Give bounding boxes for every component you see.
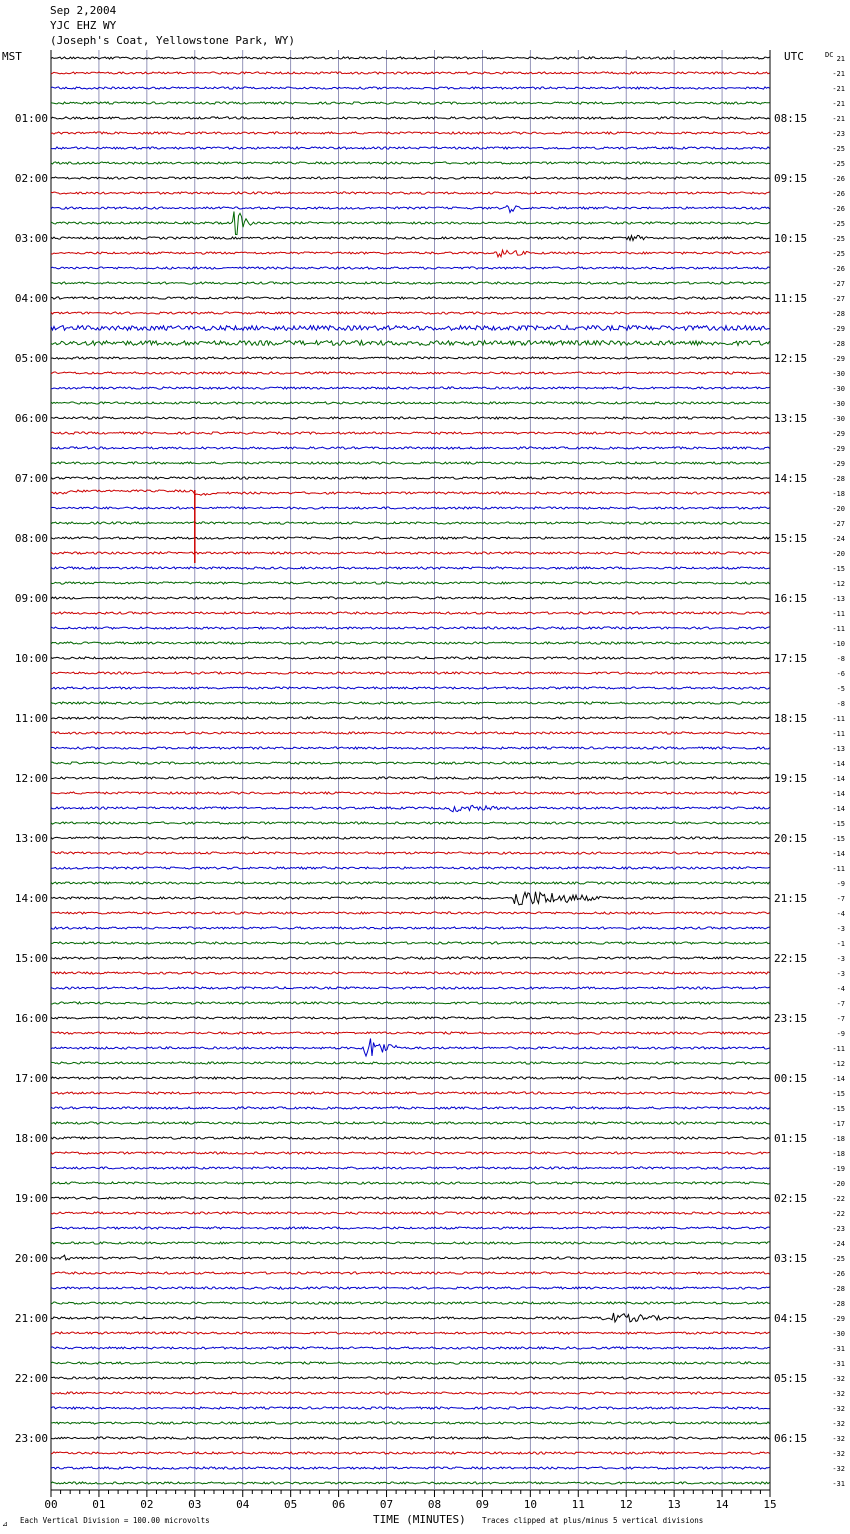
seismic-trace (51, 297, 770, 299)
right-hour-label: 11:15 (774, 292, 808, 305)
seismic-trace (51, 1107, 770, 1109)
right-hour-label: 08:15 (774, 112, 808, 125)
dc-offset-label: -31 (832, 1360, 845, 1368)
right-hour-label: 18:15 (774, 712, 808, 725)
chart-title-date: Sep 2,2004 (50, 4, 117, 17)
seismic-trace (51, 1377, 770, 1379)
x-axis-label: TIME (MINUTES) (373, 1513, 466, 1526)
seismic-trace (51, 132, 770, 134)
seismic-trace (51, 177, 770, 179)
right-hour-label: 02:15 (774, 1192, 808, 1205)
left-hour-label: 18:00 (14, 1132, 48, 1145)
seismic-trace (51, 805, 770, 811)
seismic-trace (51, 432, 770, 434)
dc-offset-label: -7 (836, 895, 845, 903)
dc-offset-label: -28 (832, 1285, 845, 1293)
left-hour-label: 12:00 (14, 772, 48, 785)
dc-offset-label: -30 (832, 370, 845, 378)
seismic-trace (51, 1482, 770, 1484)
seismic-trace (51, 972, 770, 974)
seismic-trace (51, 250, 770, 257)
dc-offset-label: -18 (832, 490, 845, 498)
seismic-trace (51, 192, 770, 194)
dc-offset-label: -32 (832, 1435, 845, 1443)
seismic-trace (51, 507, 770, 509)
dc-offset-label: -15 (832, 820, 845, 828)
left-hour-label: 21:00 (14, 1312, 48, 1325)
left-hour-label: 17:00 (14, 1072, 48, 1085)
dc-offset-label: -18 (832, 1135, 845, 1143)
dc-offset-label: -22 (832, 1195, 845, 1203)
seismic-trace (51, 1437, 770, 1439)
clip-note: Traces clipped at plus/minus 5 vertical divisions (482, 1516, 704, 1525)
left-hour-label: 04:00 (14, 292, 48, 305)
seismic-trace (51, 267, 770, 269)
seismic-trace (51, 892, 770, 905)
seismic-traces (51, 57, 770, 1484)
axis-labels (15, 55, 845, 1511)
dc-offset-label: -21 (832, 100, 845, 108)
left-hour-label: 01:00 (14, 112, 48, 125)
dc-offset-label: -11 (832, 1045, 845, 1053)
left-hour-label: 03:00 (14, 232, 48, 245)
dc-offset-label: -5 (836, 685, 845, 693)
dc-offset-label: -12 (832, 1060, 845, 1068)
seismic-trace (51, 1002, 770, 1004)
dc-offset-label: -15 (832, 835, 845, 843)
dc-offset-label: -29 (832, 325, 845, 333)
dc-offset-label: -4 (836, 910, 845, 918)
seismic-trace (51, 1255, 770, 1260)
dc-offset-label: -30 (832, 415, 845, 423)
left-hour-label: 23:00 (14, 1432, 48, 1445)
x-tick-label: 06 (331, 1498, 346, 1511)
left-hour-label: 14:00 (14, 892, 48, 905)
dc-offset-label: -14 (832, 760, 845, 768)
seismic-trace (51, 1422, 770, 1424)
dc-offset-label: -14 (832, 1075, 845, 1083)
right-hour-label: 21:15 (774, 892, 808, 905)
dc-offset-label: -10 (832, 640, 845, 648)
right-hour-label: 06:15 (774, 1432, 808, 1445)
dc-offset-label: -29 (832, 355, 845, 363)
dc-offset-label: -13 (832, 745, 845, 753)
dc-offset-label: -11 (832, 610, 845, 618)
dc-offset-label: -27 (832, 280, 845, 288)
seismic-trace (51, 552, 770, 554)
seismic-trace (51, 852, 770, 854)
seismic-trace (51, 777, 770, 779)
seismic-trace (51, 1347, 770, 1349)
seismic-trace (51, 117, 770, 119)
dc-offset-label: -21 (832, 85, 845, 93)
right-hour-label: 16:15 (774, 592, 808, 605)
dc-offset-label: -15 (832, 1105, 845, 1113)
dc-offset-label: -28 (832, 475, 845, 483)
dc-offset-label: -8 (836, 655, 845, 663)
dc-offset-label: -32 (832, 1465, 845, 1473)
seismic-trace (51, 987, 770, 989)
seismic-trace (51, 1392, 770, 1394)
left-hour-label: 10:00 (14, 652, 48, 665)
right-hour-label: 05:15 (774, 1372, 808, 1385)
seismic-trace (51, 957, 770, 959)
dc-offset-label: -11 (832, 865, 845, 873)
chart-title-location: (Joseph's Coat, Yellowstone Park, WY) (50, 34, 296, 47)
seismic-trace (51, 490, 770, 495)
x-tick-label: 14 (715, 1498, 729, 1511)
dc-offset-label: -13 (832, 595, 845, 603)
seismic-trace (51, 1212, 770, 1214)
right-hour-label: 14:15 (774, 472, 808, 485)
seismic-trace (51, 1092, 770, 1094)
seismic-trace (51, 1302, 770, 1304)
seismic-trace (51, 387, 770, 389)
dc-offset-label: -27 (832, 520, 845, 528)
dc-offset-label: -25 (832, 1255, 845, 1263)
seismic-trace (51, 1362, 770, 1364)
dc-offset-label: -7 (836, 1000, 845, 1008)
dc-offset-label: -1 (836, 940, 845, 948)
seismic-trace (51, 792, 770, 794)
dc-offset-label: -27 (832, 295, 845, 303)
dc-offset-label: -14 (832, 775, 845, 783)
seismic-trace (51, 1077, 770, 1079)
left-hour-label: 05:00 (14, 352, 48, 365)
dc-offset-label: -25 (832, 220, 845, 228)
dc-offset-label: -26 (832, 1270, 845, 1278)
dc-offset-label: -20 (832, 505, 845, 513)
dc-offset-label: -29 (832, 460, 845, 468)
seismic-trace (51, 402, 770, 404)
dc-offset-label: -31 (832, 1345, 845, 1353)
seismic-trace (51, 837, 770, 839)
seismic-trace (51, 235, 770, 240)
right-hour-label: 09:15 (774, 172, 808, 185)
seismic-trace (51, 57, 770, 59)
right-hour-label: 22:15 (774, 952, 808, 965)
dc-offset-label: -9 (836, 1030, 845, 1038)
seismic-trace (51, 282, 770, 284)
left-hour-label: 20:00 (14, 1252, 48, 1265)
seismic-trace (51, 326, 770, 331)
dc-offset-label: -25 (832, 160, 845, 168)
right-hour-label: 01:15 (774, 1132, 808, 1145)
dc-offset-label: -32 (832, 1390, 845, 1398)
dc-offset-label: -32 (832, 1375, 845, 1383)
seismic-trace (51, 1152, 770, 1154)
seismic-trace (51, 477, 770, 479)
seismic-trace (51, 1167, 770, 1169)
dc-offset-label: -32 (832, 1405, 845, 1413)
seismic-trace (51, 1182, 770, 1184)
left-hour-label: 16:00 (14, 1012, 48, 1025)
x-tick-label: 13 (667, 1498, 681, 1511)
dc-offset-label: -24 (832, 535, 845, 543)
dc-offset-label: -20 (832, 1180, 845, 1188)
dc-offset-label: -11 (832, 715, 845, 723)
left-hour-label: 19:00 (14, 1192, 48, 1205)
seismic-trace (51, 702, 770, 704)
right-hour-label: 19:15 (774, 772, 808, 785)
seismic-trace (51, 822, 770, 824)
seismic-trace (51, 1197, 770, 1199)
x-tick-label: 02 (140, 1498, 154, 1511)
x-tick-label: 07 (379, 1498, 394, 1511)
left-hour-label: 02:00 (14, 172, 48, 185)
dc-offset-label: -3 (836, 970, 845, 978)
dc-offset-label: 21 (836, 55, 845, 63)
seismic-trace (51, 672, 770, 674)
dc-offset-label: -15 (832, 1090, 845, 1098)
seismic-trace (51, 642, 770, 644)
seismic-trace (51, 762, 770, 764)
x-tick-label: 04 (236, 1498, 250, 1511)
dc-offset-label: -23 (832, 130, 845, 138)
seismic-trace (51, 1032, 770, 1034)
seismic-trace (51, 162, 770, 164)
corner-mark: ⊿ (2, 1520, 8, 1528)
seismic-trace (51, 1287, 770, 1289)
right-hour-label: 12:15 (774, 352, 808, 365)
dc-offset-label: -8 (836, 700, 845, 708)
dc-offset-label: -26 (832, 175, 845, 183)
seismic-trace (51, 72, 770, 74)
dc-offset-label: -32 (832, 1450, 845, 1458)
seismic-trace (51, 882, 770, 884)
seismic-trace (51, 942, 770, 944)
seismic-trace (51, 462, 770, 464)
x-tick-label: 15 (763, 1498, 777, 1511)
dc-offset-label: -25 (832, 250, 845, 258)
dc-label: DC (825, 51, 834, 59)
x-tick-label: 00 (44, 1498, 58, 1511)
scale-note: Each Vertical Division = 100.00 microvolts (20, 1516, 210, 1525)
seismic-trace (51, 747, 770, 749)
dc-offset-label: -6 (836, 670, 845, 678)
seismic-trace (51, 1227, 770, 1229)
seismic-trace (51, 206, 770, 213)
chart-title-station: YJC EHZ WY (50, 19, 117, 32)
left-hour-label: 22:00 (14, 1372, 48, 1385)
dc-offset-label: -11 (832, 730, 845, 738)
dc-offset-label: -19 (832, 1165, 845, 1173)
dc-offset-label: -26 (832, 205, 845, 213)
dc-offset-label: -9 (836, 880, 845, 888)
seismic-trace (51, 537, 770, 539)
dc-offset-label: -7 (836, 1015, 845, 1023)
dc-offset-label: -30 (832, 385, 845, 393)
seismic-trace (51, 341, 770, 346)
dc-offset-label: -32 (832, 1420, 845, 1428)
seismic-trace (51, 567, 770, 569)
seismic-trace (51, 732, 770, 734)
seismic-trace (51, 687, 770, 689)
seismic-trace (51, 927, 770, 929)
dc-offset-label: -28 (832, 340, 845, 348)
seismic-trace (51, 582, 770, 584)
dc-offset-label: -15 (832, 565, 845, 573)
seismic-trace (51, 1272, 770, 1274)
seismic-trace (51, 147, 770, 149)
seismic-trace (51, 657, 770, 659)
right-hour-label: 00:15 (774, 1072, 808, 1085)
right-timezone-label: UTC (784, 50, 804, 63)
dc-offset-label: -30 (832, 400, 845, 408)
dc-offset-label: -22 (832, 1210, 845, 1218)
x-tick-label: 09 (475, 1498, 490, 1511)
left-hour-label: 15:00 (14, 952, 48, 965)
dc-offset-label: -18 (832, 1150, 845, 1158)
seismic-trace (51, 417, 770, 419)
right-hour-label: 20:15 (774, 832, 808, 845)
dc-offset-label: -14 (832, 805, 845, 813)
right-hour-label: 10:15 (774, 232, 808, 245)
x-tick-label: 12 (619, 1498, 633, 1511)
dc-offset-label: -23 (832, 1225, 845, 1233)
left-hour-label: 08:00 (14, 532, 48, 545)
seismic-trace (51, 1452, 770, 1454)
seismic-trace (51, 1242, 770, 1244)
dc-offset-label: -21 (832, 115, 845, 123)
seismic-trace (51, 447, 770, 449)
seismic-trace (51, 1137, 770, 1139)
seismic-trace (51, 1017, 770, 1019)
x-tick-label: 01 (92, 1498, 106, 1511)
dc-offset-label: -26 (832, 190, 845, 198)
seismic-trace (51, 717, 770, 719)
dc-offset-label: -28 (832, 1300, 845, 1308)
right-hour-label: 13:15 (774, 412, 808, 425)
dc-offset-label: -29 (832, 1315, 845, 1323)
left-hour-label: 13:00 (14, 832, 48, 845)
right-hour-label: 23:15 (774, 1012, 808, 1025)
left-timezone-label: MST (2, 50, 22, 63)
seismic-trace (51, 1313, 770, 1322)
right-hour-label: 03:15 (774, 1252, 808, 1265)
dc-offset-label: -30 (832, 1330, 845, 1338)
seismic-trace (51, 212, 770, 235)
x-tick-label: 10 (523, 1498, 537, 1511)
dc-offset-label: -26 (832, 265, 845, 273)
dc-offset-label: -14 (832, 850, 845, 858)
left-hour-label: 09:00 (14, 592, 48, 605)
dc-offset-label: -31 (832, 1480, 845, 1488)
seismic-trace (51, 1467, 770, 1469)
x-tick-label: 11 (571, 1498, 585, 1511)
seismic-trace (51, 87, 770, 89)
x-tick-label: 05 (284, 1498, 298, 1511)
x-tick-label: 08 (427, 1498, 442, 1511)
dc-offset-label: -21 (832, 70, 845, 78)
right-hour-label: 15:15 (774, 532, 808, 545)
seismic-trace (51, 1407, 770, 1409)
right-hour-label: 17:15 (774, 652, 808, 665)
seismic-trace (51, 1039, 770, 1057)
seismic-trace (51, 357, 770, 359)
seismic-trace (51, 372, 770, 374)
dc-offset-label: -17 (832, 1120, 845, 1128)
right-hour-label: 04:15 (774, 1312, 808, 1325)
seismic-trace (51, 1062, 770, 1064)
dc-offset-label: -3 (836, 955, 845, 963)
dc-offset-label: -12 (832, 580, 845, 588)
seismic-trace (51, 597, 770, 599)
seismic-trace (51, 612, 770, 614)
dc-offset-label: -20 (832, 550, 845, 558)
seismic-trace (51, 912, 770, 914)
x-tick-label: 03 (188, 1498, 202, 1511)
left-hour-label: 06:00 (14, 412, 48, 425)
dc-offset-label: -24 (832, 1240, 845, 1248)
dc-offset-label: -25 (832, 235, 845, 243)
dc-offset-label: -3 (836, 925, 845, 933)
seismic-trace (51, 1332, 770, 1334)
dc-offset-label: -29 (832, 445, 845, 453)
seismic-trace (51, 312, 770, 314)
left-hour-label: 11:00 (14, 712, 48, 725)
dc-offset-label: -28 (832, 310, 845, 318)
seismic-trace (51, 1122, 770, 1124)
dc-offset-label: -25 (832, 145, 845, 153)
seismic-trace (51, 627, 770, 629)
dc-offset-label: -11 (832, 625, 845, 633)
dc-offset-label: -4 (836, 985, 845, 993)
dc-offset-label: -14 (832, 790, 845, 798)
dc-offset-label: -29 (832, 430, 845, 438)
seismic-trace (51, 102, 770, 104)
left-hour-label: 07:00 (14, 472, 48, 485)
seismic-trace (51, 867, 770, 869)
seismic-trace (51, 522, 770, 524)
